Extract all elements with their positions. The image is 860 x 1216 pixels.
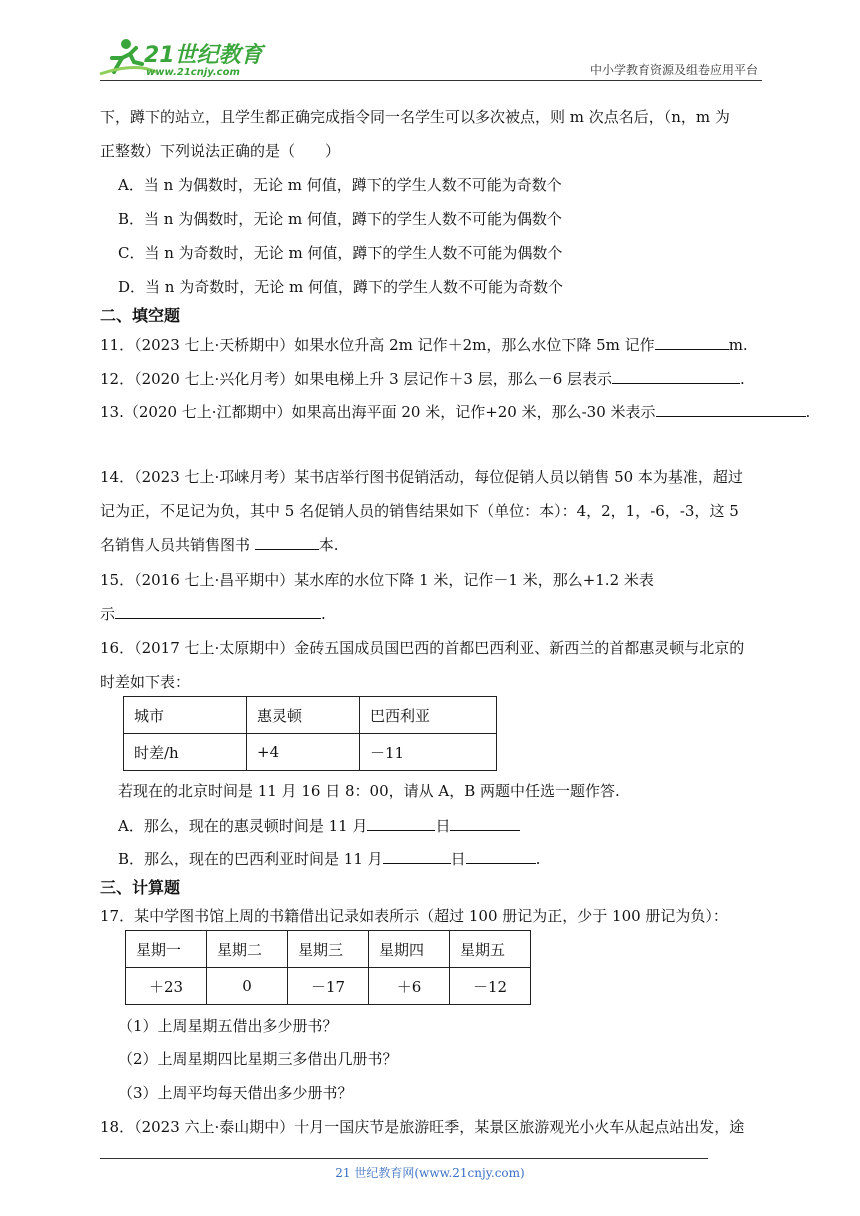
logo-runner-icon: [96, 36, 266, 80]
table-cell: 星期三: [288, 931, 369, 968]
borrow-record-table: [125, 930, 531, 1005]
q11: [100, 334, 748, 355]
table-cell: －17: [288, 968, 369, 1005]
q10-option-c: C．当 n 为奇数时，无论 m 何值，蹲下的学生人数不可能为偶数个: [118, 244, 563, 262]
table-cell: 惠灵顿: [247, 697, 360, 734]
table-cell: +4: [247, 734, 360, 771]
platform-name: 中小学教育资源及组卷应用平台: [589, 63, 758, 77]
q17-sub-3: （3）上周平均每天借出多少册书？: [118, 1084, 353, 1102]
q16-b-month-blank[interactable]: [383, 849, 451, 864]
q13-tail: .: [805, 403, 811, 421]
q14-blank[interactable]: [255, 535, 319, 550]
q12: [100, 368, 745, 389]
q14-line-2: 记为正，不足记为负，其中 5 名促销人员的销售结果如下（单位：本）：4，2，1，-6，-3，这 5: [100, 502, 739, 520]
logo-url: www.21cnjy.com: [146, 67, 240, 78]
table-row: [124, 734, 497, 771]
q15-tail: .: [321, 605, 326, 623]
q14-line-3: [100, 534, 339, 555]
q14-tail: 本.: [318, 536, 339, 554]
q16-line-2: 时差如下表：: [100, 673, 191, 691]
table-cell: －12: [450, 968, 531, 1005]
q13-text: 13.（2020 七上·江都期中）如果高出海平面 20 米，记作+20 米，那么-30 米表示: [100, 403, 656, 421]
q15-text: 示: [100, 605, 116, 623]
table-cell: 星期四: [369, 931, 450, 968]
q11-text: 11．（2023 七上·天桥期中）如果水位升高 2m 记作＋2m，那么水位下降 5m 记作: [100, 336, 655, 354]
table-row: [126, 931, 531, 968]
q16-b-day-blank[interactable]: [466, 849, 536, 864]
q16-a-month-blank[interactable]: [367, 816, 435, 831]
q18-line-1: 18．（2023 六上·泰山期中）十月一国庆节是旅游旺季，某景区旅游观光小火车从起点站出发，途: [100, 1118, 745, 1136]
q14-line-1: 14．（2023 七上·邛崃月考）某书店举行图书促销活动，每位促销人员以销售 50 本为基准，超过: [100, 468, 743, 486]
q11-tail: m.: [728, 336, 748, 354]
table-cell: 城市: [124, 697, 247, 734]
q16-b-tail: .: [535, 850, 541, 868]
table-cell: 时差/h: [124, 734, 247, 771]
footer-link[interactable]: 21 世纪教育网(www.21cnjy.com): [335, 1166, 525, 1180]
logo-text: 21世纪教育: [144, 43, 263, 68]
q12-tail: .: [740, 370, 745, 388]
table-row: [126, 968, 531, 1005]
table-cell: －11: [360, 734, 497, 771]
table-cell: ＋23: [126, 968, 207, 1005]
q16-a-text: A．那么，现在的惠灵顿时间是 11 月: [118, 817, 368, 835]
q15-blank[interactable]: [115, 604, 321, 619]
footer-divider: [100, 1158, 708, 1159]
q10-line-2: 正整数）下列说法正确的是（ ）: [100, 142, 341, 160]
q15-line-1: 15．（2016 七上·昌平期中）某水库的水位下降 1 米，记作－1 米，那么+1.2 米表: [100, 571, 654, 589]
q16-line-1: 16．（2017 七上·太原期中）金砖五国成员国巴西的首都巴西利亚、新西兰的首都惠灵顿与北京的: [100, 639, 745, 657]
q16-option-b: [118, 848, 540, 869]
q17-sub-1: （1）上周星期五借出多少册书？: [118, 1017, 338, 1035]
q14-text: 名销售人员共销售图书: [100, 536, 251, 554]
q17-line-1: 17．某中学图书馆上周的书籍借出记录如表所示（超过 100 册记为正，少于 100 册记为负）：: [100, 907, 728, 925]
q10-line-1: 下，蹲下的站立，且学生都正确完成指令同一名学生可以多次被点，则 m 次点名后，（n，m 为: [100, 108, 730, 126]
section-fill-blank: 二、填空题: [100, 306, 181, 325]
q17-sub-2: （2）上周星期四比星期三多借出几册书？: [118, 1050, 398, 1068]
q13: [100, 401, 810, 422]
section-calculation: 三、计算题: [100, 878, 181, 897]
q16-a-day: 日: [435, 817, 451, 835]
q16-b-day: 日: [450, 850, 466, 868]
table-cell: 0: [207, 968, 288, 1005]
q16-option-a: [118, 815, 520, 836]
site-logo: [96, 36, 266, 80]
q10-option-b: B．当 n 为偶数时，无论 m 何值，蹲下的学生人数不可能为偶数个: [118, 210, 562, 228]
header-divider: [100, 80, 762, 81]
q16-b-text: B．那么，现在的巴西利亚时间是 11 月: [118, 850, 383, 868]
q11-blank[interactable]: [655, 335, 729, 350]
q13-blank[interactable]: [656, 402, 806, 417]
timezone-table: [123, 696, 497, 771]
table-cell: ＋6: [369, 968, 450, 1005]
q15-line-2: [100, 603, 326, 624]
q16-line-3: 若现在的北京时间是 11 月 16 日 8：00，请从 A，B 两题中任选一题作答.: [118, 782, 620, 800]
q10-option-a: A．当 n 为偶数时，无论 m 何值，蹲下的学生人数不可能为奇数个: [118, 176, 562, 194]
q10-option-d: D．当 n 为奇数时，无论 m 何值，蹲下的学生人数不可能为奇数个: [118, 278, 563, 296]
q12-text: 12．（2020 七上·兴化月考）如果电梯上升 3 层记作＋3 层，那么－6 层表示: [100, 370, 613, 388]
table-cell: 星期五: [450, 931, 531, 968]
q16-a-day-blank[interactable]: [450, 816, 520, 831]
table-cell: 星期一: [126, 931, 207, 968]
table-cell: 星期二: [207, 931, 288, 968]
table-row: [124, 697, 497, 734]
q12-blank[interactable]: [612, 369, 740, 384]
table-cell: 巴西利亚: [360, 697, 497, 734]
